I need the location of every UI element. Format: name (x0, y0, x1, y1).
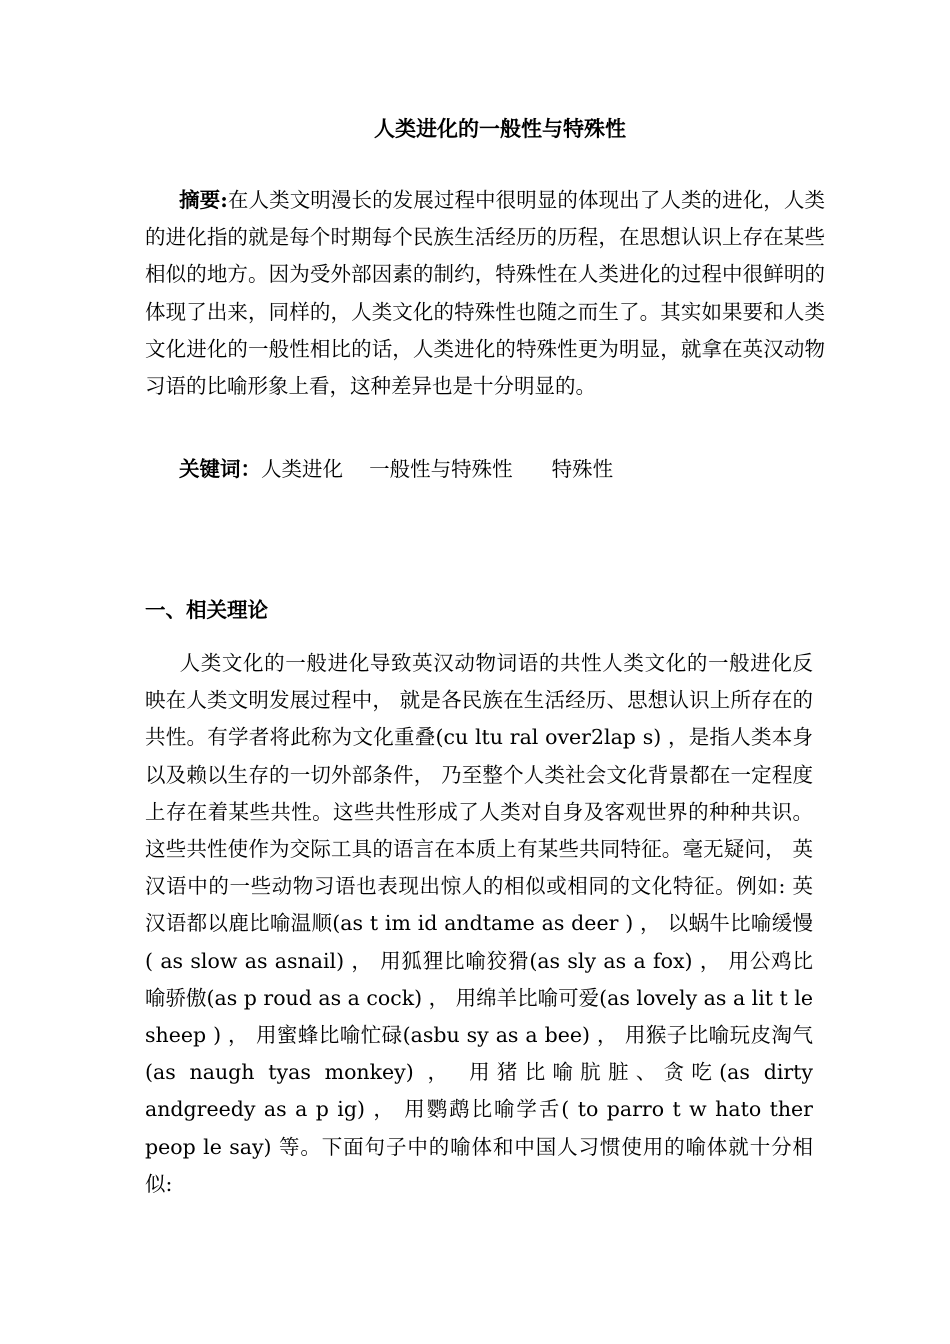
section-heading: 一、相关理论 (145, 598, 268, 622)
abstract-text: 在人类文明漫长的发展过程中很明显的体现出了人类的进化，人类的进化指的就是每个时期每个民族生活经历的历程，在思想认识上存在某些相似的地方。因为受外部因素的制约，特殊性在人类进化的过程中很鲜明的体现了出来，同样的，人类文化的特殊性也随之而生了。其实如果要和人类文化进化的一般性相比的话，人类进化的特殊性更为明显，就拿在英汉动物习语的比喻形象上看，这种差异也是十分明显的。 (145, 188, 825, 399)
keywords-text: 人类进化 一般性与特殊性 特殊性 (261, 457, 614, 481)
abstract-paragraph (145, 182, 825, 405)
document-title: 人类进化的一般性与特殊性 (374, 116, 626, 141)
keywords-line (145, 451, 825, 488)
body-paragraph-text: 人类文化的一般进化导致英汉动物词语的共性人类文化的一般进化反映在人类文明发展过程中， 就是各民族在生活经历、思想认识上所存在的共性。有学者将此称为文化重叠(cu ltu ral over2lap s) ，是指人类本身以及赖以生存的一切外部条件， 乃至整个人类社会文化背景都在一定程度上存在着某些共性。这些共性形成了人类对自身及客观世界的种种共识。这些共性使作为交际工具的语言在本质上有某些共同特征。毫无疑问， 英汉语中的一些动物习语也表现出惊人的相似或相同的文化特征。例如: 英汉语都以鹿比喻温顺(as t im id andtame as deer ) ， 以蜗牛比喻缓慢( as slow as asnail) ， 用狐狸比喻狡猾(as sly as a fox) ， 用公鸡比喻骄傲(as p roud as a cock) ， 用绵羊比喻可爱(as lovely as a lit t le sheep ) ， 用蜜蜂比喻忙碌(asbu sy as a bee) ， 用猴子比喻玩皮淘气(as naugh tyas monkey) ， 用猪比喻肮脏、贪吃(as dirty andgreedy as a p ig) ， 用鹦鹉比喻学舌( to parro t w hato ther peop le say) 等。下面句子中的喻体和中国人习惯使用的喻体就十分相似: (145, 651, 813, 1196)
abstract-label: 摘要: (179, 188, 228, 212)
keywords-label: 关键词： (179, 457, 261, 481)
body-paragraph (145, 645, 813, 1203)
